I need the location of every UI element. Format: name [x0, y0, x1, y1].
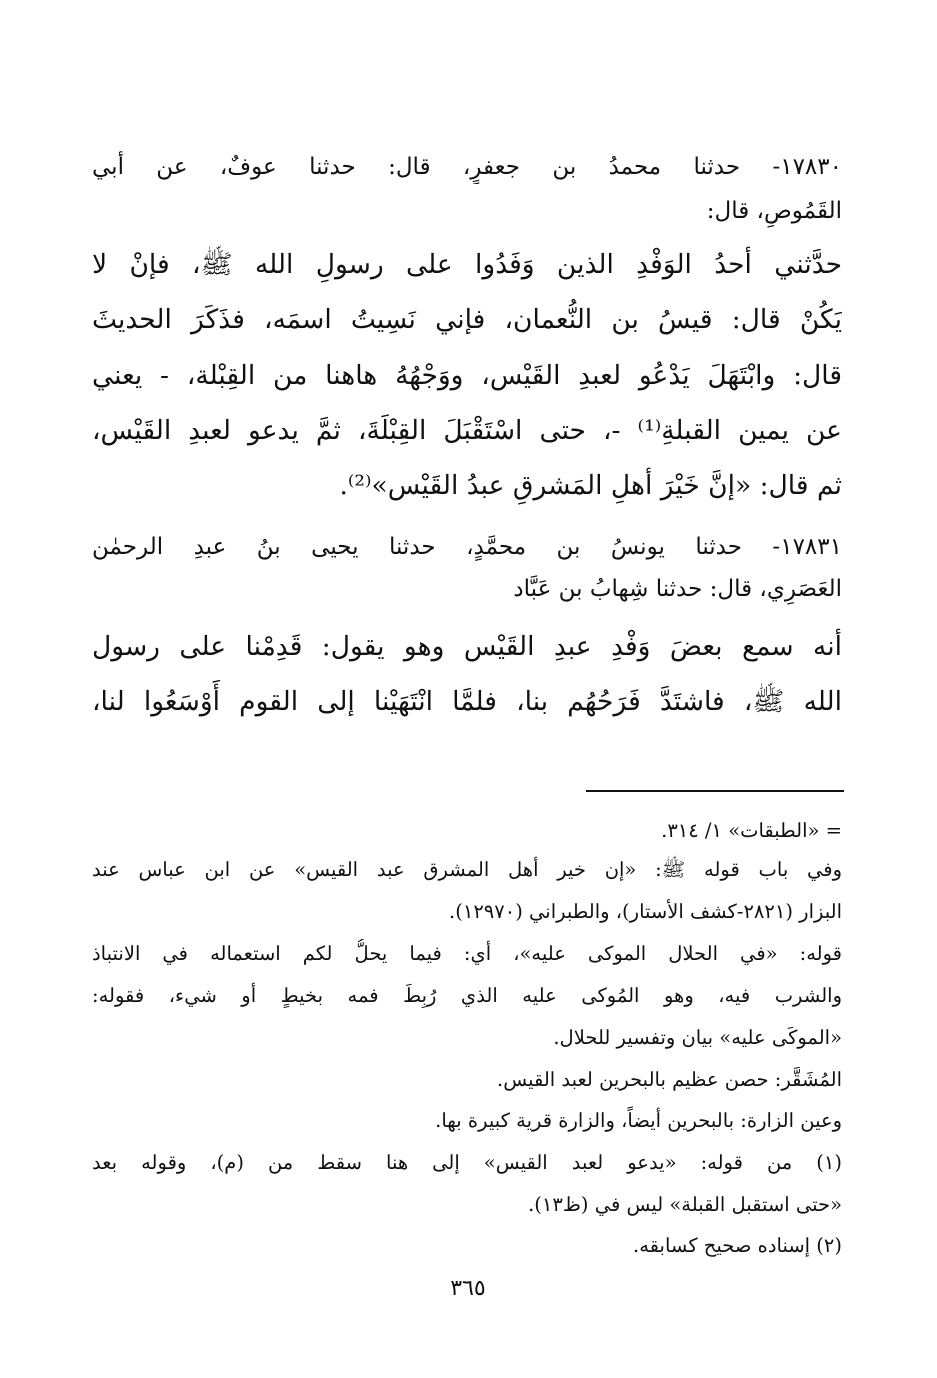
- hadith-17831-header-line-1: ١٧٨٣١- حدثنا يونسُ بن محمَّدٍ، حدثنا يحيى بنُ عبدِ الرحمٰن: [92, 534, 842, 560]
- hadith-17830-header-line-2: القَمُوصِ، قال:: [706, 198, 842, 224]
- hadith-17831-header-line-2: العَصَرِي، قال: حدثنا شِهابُ بن عَبَّاد: [513, 576, 842, 602]
- footnote-1: (١) من قوله: «يدعو لعبد القيس» إلى هنا سقط من (م)، وقوله بعد: [92, 1151, 842, 1174]
- footnote-line: وفي باب قوله ﷺ: «إن خير أهل المشرق عبد القيس» عن ابن عباس عند: [92, 858, 842, 881]
- hadith-17830-text-line-4: عن يمين القبلةِ⁽¹⁾ -، حتى اسْتَقْبَلَ القِبْلَةَ، ثمَّ يدعو لعبدِ القَيْس،: [92, 415, 842, 446]
- hadith-17831-text-line-1: أنه سمع بعضَ وَفْدِ عبدِ القَيْس وهو يقول: قَدِمْنا على رسول: [92, 631, 842, 662]
- footnote-line: البزار (٢٨٢١-كشف الأستار)، والطبراني (١٢٩٧٠).: [449, 900, 842, 923]
- footnote-line: = «الطبقات» ١/ ٣١٤.: [661, 819, 842, 842]
- footnote-1-continued: «حتى استقبل القبلة» ليس في (ظ١٣).: [528, 1193, 842, 1216]
- hadith-17831-text-line-2: الله ﷺ، فاشتَدَّ فَرَحُهُم بنا، فلمَّا انْتَهَيْنا إلى القوم أَوْسَعُوا لنا،: [92, 686, 842, 717]
- hadith-17830-text-line-3: قال: وابْتَهَلَ يَدْعُو لعبدِ القَيْس، ووَجْهُهُ هاهنا من القِبْلة، - يعني: [92, 360, 842, 391]
- page-number: ٣٦٥: [450, 1276, 486, 1301]
- hadith-17830-header-line-1: ١٧٨٣٠- حدثنا محمدُ بن جعفرٍ، قال: حدثنا عوفٌ، عن أبي: [92, 154, 842, 180]
- hadith-17830-text-line-1: حدَّثني أحدُ الوَفْدِ الذين وَفَدُوا على رسولِ الله ﷺ، فإنْ لا: [92, 249, 842, 280]
- footnote-separator: [586, 790, 844, 792]
- footnote-2: (٢) إسناده صحيح كسابقه.: [633, 1234, 842, 1257]
- footnote-line: المُشَقَّر: حصن عظيم بالبحرين لعبد القيس.: [497, 1068, 842, 1091]
- hadith-17830-text-line-5: ثم قال: «إنَّ خَيْرَ أهلِ المَشرقِ عبدُ القَيْس»⁽²⁾.: [339, 470, 842, 501]
- footnote-line: قوله: «في الحلال الموكى عليه»، أي: فيما يحلُّ لكم استعماله في الانتباذ: [92, 942, 842, 965]
- hadith-17830-text-line-2: يَكُنْ قال: قيسُ بن النُّعمان، فإني نَسِيتُ اسمَه، فذَكَرَ الحديثَ: [92, 304, 842, 335]
- footnote-line: «الموكَى عليه» بيان وتفسير للحلال.: [553, 1026, 842, 1049]
- footnote-line: وعين الزارة: بالبحرين أيضاً، والزارة قرية كبيرة بها.: [435, 1109, 842, 1132]
- footnote-line: والشرب فيه، وهو المُوكى عليه الذي رُبِطَ فمه بخيطٍ أو شيء، فقوله:: [92, 984, 842, 1007]
